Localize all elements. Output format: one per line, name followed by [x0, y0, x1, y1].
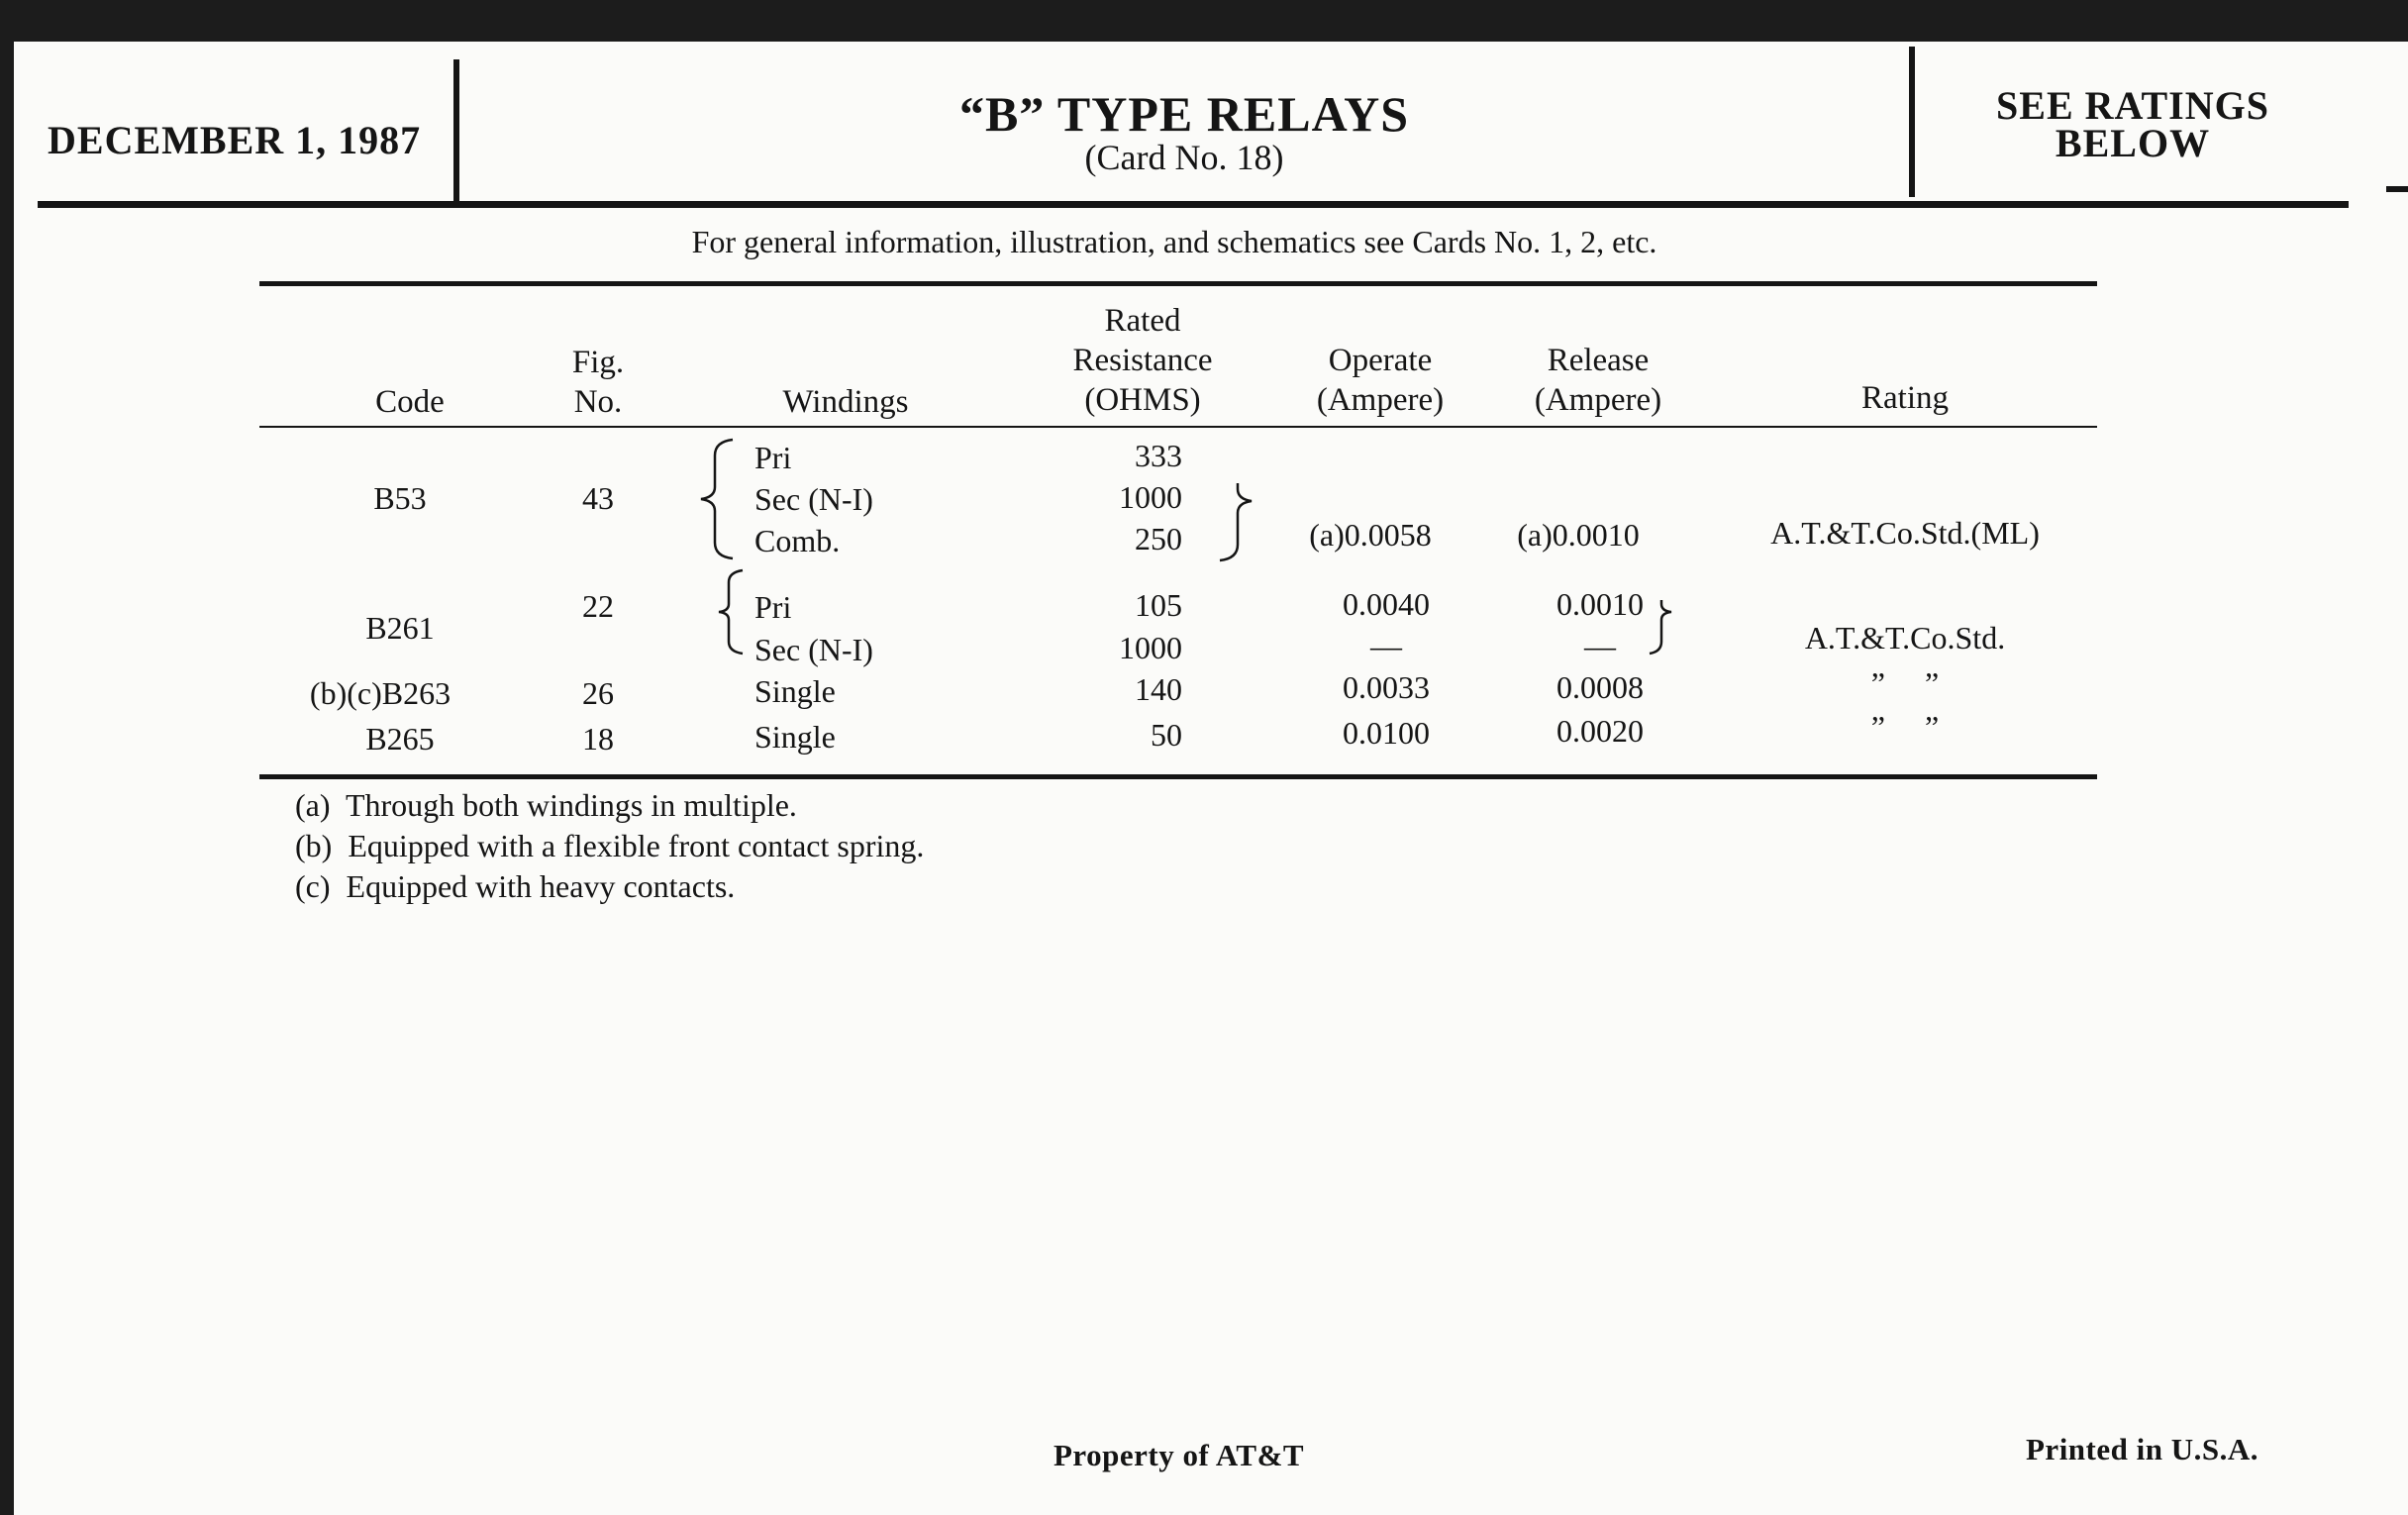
table-row-b53-operate: (a)0.0058: [1309, 517, 1432, 553]
col-header-resistance-line1: Rated: [1104, 303, 1181, 339]
col-header-operate-line2: (Ampere): [1316, 382, 1445, 418]
table-row-b53-res-sec: 1000: [1119, 479, 1182, 515]
windings-brace-b261: [711, 564, 751, 659]
table-row-b265-operate: 0.0100: [1343, 715, 1430, 751]
col-header-release-line2: (Ampere): [1534, 382, 1662, 418]
col-header-fig: [519, 343, 677, 422]
table-row-b53-release: (a)0.0010: [1517, 517, 1640, 553]
table-row-b261-rating: A.T.&T.Co.Std.: [1804, 620, 2006, 656]
table-row-b261-res-pri: 105: [1135, 587, 1182, 623]
table-row-b53-winding-comb: Comb.: [754, 523, 841, 558]
table-row-b261-winding-sec: Sec (N-I): [754, 632, 873, 667]
col-header-resistance-line2: Resistance: [1072, 343, 1213, 378]
windings-brace-b53: [689, 436, 739, 562]
table-row-b265-windings: Single: [754, 719, 836, 755]
table-row-b261-operate-sec: —: [1370, 628, 1402, 663]
table-row-b53-code: B53: [373, 480, 427, 516]
table-row-b261-code: B261: [365, 610, 435, 646]
table-row-b265-code: B265: [365, 721, 435, 757]
col-header-operate: [1281, 341, 1479, 420]
table-top-rule: [259, 281, 2097, 286]
col-header-operate-line1: Operate: [1328, 343, 1433, 378]
col-header-resistance-line3: (OHMS): [1084, 382, 1201, 418]
col-header-code: Code: [375, 384, 445, 420]
table-row-b263-code: (b)(c)B263: [309, 675, 452, 711]
table-row-b263-fig: 26: [582, 675, 614, 711]
footnote-a: (a) Through both windings in multiple.: [295, 787, 797, 823]
table-row-b265-release: 0.0020: [1556, 713, 1644, 749]
ratings-note-line1: SEE RATINGS: [1996, 83, 2269, 128]
table-row-b53-winding-sec: Sec (N-I): [754, 481, 873, 517]
card-subtitle: (Card No. 18): [1084, 138, 1284, 177]
table-row-b261-winding-pri: Pri: [754, 589, 792, 625]
table-row-b53-res-pri: 333: [1135, 438, 1182, 473]
relay-card: [14, 42, 2408, 1515]
table-row-b261-release-sec: —: [1584, 628, 1616, 663]
card-date: DECEMBER 1, 1987: [48, 118, 422, 162]
table-row-b263-rating: ” ”: [1870, 665, 1940, 701]
resistance-brace-b53: [1214, 483, 1263, 610]
col-header-fig-line2: No.: [573, 384, 623, 420]
table-row-b261-res-sec: 1000: [1119, 630, 1182, 665]
table-row-b261-fig: 22: [582, 588, 614, 624]
table-bottom-rule: [259, 774, 2097, 779]
footer-property: Property of AT&T: [1054, 1438, 1305, 1472]
table-row-b53-fig: 43: [582, 480, 614, 516]
col-header-release: [1499, 341, 1697, 420]
table-row-b263-release: 0.0008: [1556, 669, 1644, 705]
header-rule: [38, 201, 2349, 208]
table-row-b261-operate-pri: 0.0040: [1343, 586, 1430, 622]
table-row-b263-operate: 0.0033: [1343, 669, 1430, 705]
edge-mark: [2386, 186, 2408, 192]
intro-text: For general information, illustration, and schematics see Cards No. 1, 2, etc.: [691, 224, 1657, 259]
table-header-rule: [259, 426, 2097, 428]
table-row-b263-resistance: 140: [1135, 671, 1182, 707]
col-header-rating: Rating: [1861, 380, 1949, 416]
table-row-b265-resistance: 50: [1151, 717, 1182, 753]
col-header-resistance: [1024, 301, 1261, 420]
table-row-b265-fig: 18: [582, 721, 614, 757]
table-row-b265-rating: ” ”: [1870, 709, 1940, 745]
card-title: “B” TYPE RELAYS: [958, 86, 1410, 142]
footer-printed: Printed in U.S.A.: [2026, 1432, 2258, 1466]
footnote-b: (b) Equipped with a flexible front contact spring.: [295, 828, 925, 863]
ratings-note-line2: BELOW: [2055, 121, 2211, 165]
table-row-b53-winding-pri: Pri: [754, 440, 792, 475]
table-row-b261-release-pri: 0.0010: [1556, 586, 1644, 622]
table-row-b53-res-comb: 250: [1135, 521, 1182, 556]
col-header-release-line1: Release: [1547, 343, 1650, 378]
ratings-note: [1915, 83, 2351, 165]
col-header-windings: Windings: [782, 384, 909, 420]
col-header-fig-line1: Fig.: [571, 345, 625, 380]
footnote-c: (c) Equipped with heavy contacts.: [295, 868, 736, 904]
table-row-b263-windings: Single: [754, 673, 836, 709]
table-row-b53-rating: A.T.&T.Co.Std.(ML): [1770, 515, 2040, 551]
